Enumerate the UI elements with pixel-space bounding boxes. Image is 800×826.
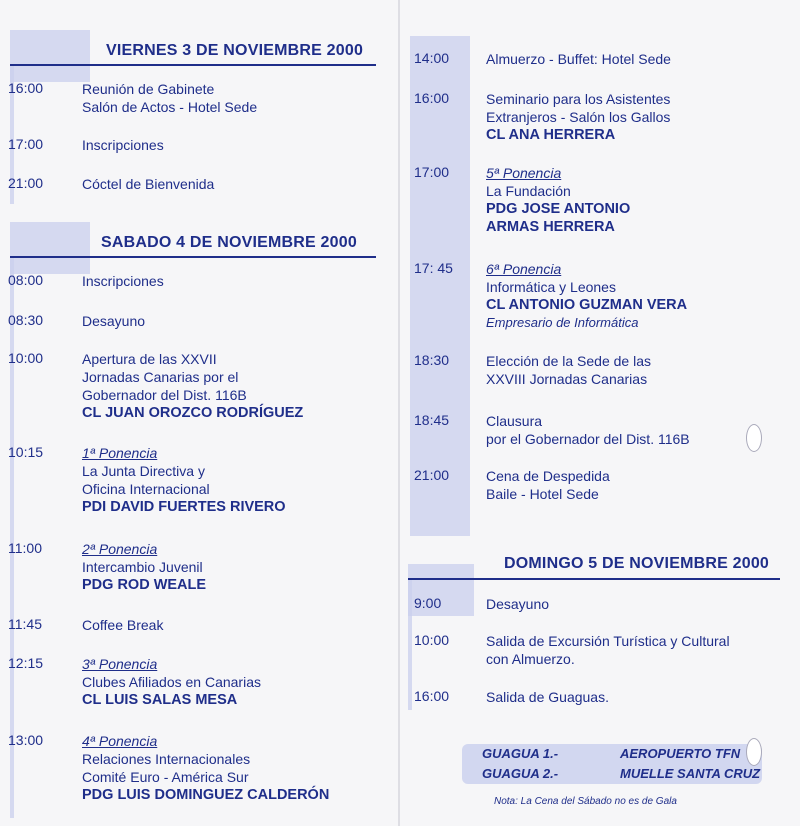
event-line: Cóctel de Bienvenida [82,176,215,192]
event-line: Inscripciones [82,273,164,289]
time-label: 08:00 [8,272,44,288]
day2-continued-side-bar [410,36,470,536]
event-line: Desayuno [82,313,146,329]
speaker-name: PDI DAVID FUERTES RIVERO [82,499,286,515]
event-line: Cena de Despedida [486,468,610,484]
punch-hole [746,424,762,452]
session-label: 1ª Ponencia [82,445,158,461]
event-line: Reunión de Gabinete [82,81,215,97]
speaker-name: PDG ROD WEALE [82,577,207,593]
time-label: 10:15 [8,444,44,460]
session-label: 6ª Ponencia [486,261,562,277]
event-line: Apertura de las XXVII [82,351,217,367]
speaker-name: ARMAS HERRERA [486,219,615,235]
speaker-name: PDG LUIS DOMINGUEZ CALDERÓN [82,787,330,803]
speaker-name: CL ANA HERRERA [486,127,616,143]
event-line: Seminario para los Asistentes [486,91,671,107]
session-label: 2ª Ponencia [82,541,158,557]
event-line: Salida de Guaguas. [486,689,609,705]
time-label: 9:00 [414,595,442,611]
event-line: Oficina Internacional [82,481,210,497]
day2-header-bar [10,222,90,274]
right-panel [402,0,800,826]
bus-2-destination: MUELLE SANTA CRUZ [620,766,761,781]
event-line: por el Gobernador del Dist. 116B [486,431,690,447]
footnote: Nota: La Cena del Sábado no es de Gala [494,796,677,807]
event-line: Comité Euro - América Sur [82,769,249,785]
speaker-name: CL ANTONIO GUZMAN VERA [486,297,688,313]
speaker-name: PDG JOSE ANTONIO [486,201,631,217]
time-label: 16:00 [8,80,44,96]
event-line: Intercambio Juvenil [82,559,203,575]
bus-1-name: GUAGUA 1.- [482,746,559,761]
event-line: Relaciones Internacionales [82,751,251,767]
event-line: Elección de la Sede de las [486,353,651,369]
time-label: 12:15 [8,655,44,671]
time-label: 16:00 [414,90,450,106]
event-line: Baile - Hotel Sede [486,486,599,502]
event-line: Almuerzo - Buffet: Hotel Sede [486,51,671,67]
time-label: 13:00 [8,732,44,748]
time-label: 10:00 [8,350,44,366]
speaker-name: CL JUAN OROZCO RODRÍGUEZ [82,405,304,421]
time-label: 14:00 [414,50,450,66]
event-line: Extranjeros - Salón los Gallos [486,109,671,125]
event-line: Inscripciones [82,137,164,153]
event-line: Salida de Excursión Turística y Cultural [486,633,730,649]
time-label: 18:30 [414,352,450,368]
time-label: 10:00 [414,632,450,648]
punch-hole [746,738,762,766]
session-label: 3ª Ponencia [82,656,158,672]
bus-1-destination: AEROPUERTO TFN [620,746,741,761]
day3-title: DOMINGO 5 DE NOVIEMBRE 2000 [504,555,770,572]
day1-title: VIERNES 3 DE NOVIEMBRE 2000 [106,42,364,59]
time-label: 08:30 [8,312,44,328]
event-line: Clausura [486,413,543,429]
time-label: 16:00 [414,688,450,704]
event-line: Gobernador del Dist. 116B [82,387,247,403]
event-line: Jornadas Canarias por el [82,369,239,385]
speaker-name: CL LUIS SALAS MESA [82,692,238,708]
time-label: 18:45 [414,412,450,428]
time-label: 11:45 [8,616,42,632]
page-fold [398,0,400,826]
day3-rule [408,578,780,580]
event-line: La Fundación [486,183,571,199]
day3-side-bar [408,580,412,710]
session-label: 4ª Ponencia [82,733,158,749]
event-line: Coffee Break [82,617,164,633]
day2-rule [10,256,376,258]
session-label: 5ª Ponencia [486,165,562,181]
day2-title: SABADO 4 DE NOVIEMBRE 2000 [101,234,357,251]
left-panel [0,0,398,826]
event-line: Desayuno [486,596,550,612]
event-line: Salón de Actos - Hotel Sede [82,99,258,115]
event-line: Informática y Leones [486,279,616,295]
event-line: Clubes Afiliados en Canarias [82,674,261,690]
day1-header-bar [10,30,90,82]
time-label: 17:00 [8,136,44,152]
event-line: Empresario de Informática [486,315,639,330]
time-label: 17:00 [414,164,450,180]
bus-2-name: GUAGUA 2.- [482,766,559,781]
event-line: XXVIII Jornadas Canarias [486,371,648,387]
event-line: con Almuerzo. [486,651,575,667]
time-label: 11:00 [8,540,42,556]
time-label: 21:00 [8,175,44,191]
time-label: 21:00 [414,467,450,483]
event-line: La Junta Directiva y [82,463,205,479]
day1-rule [10,64,376,66]
time-label: 17: 45 [414,260,453,276]
